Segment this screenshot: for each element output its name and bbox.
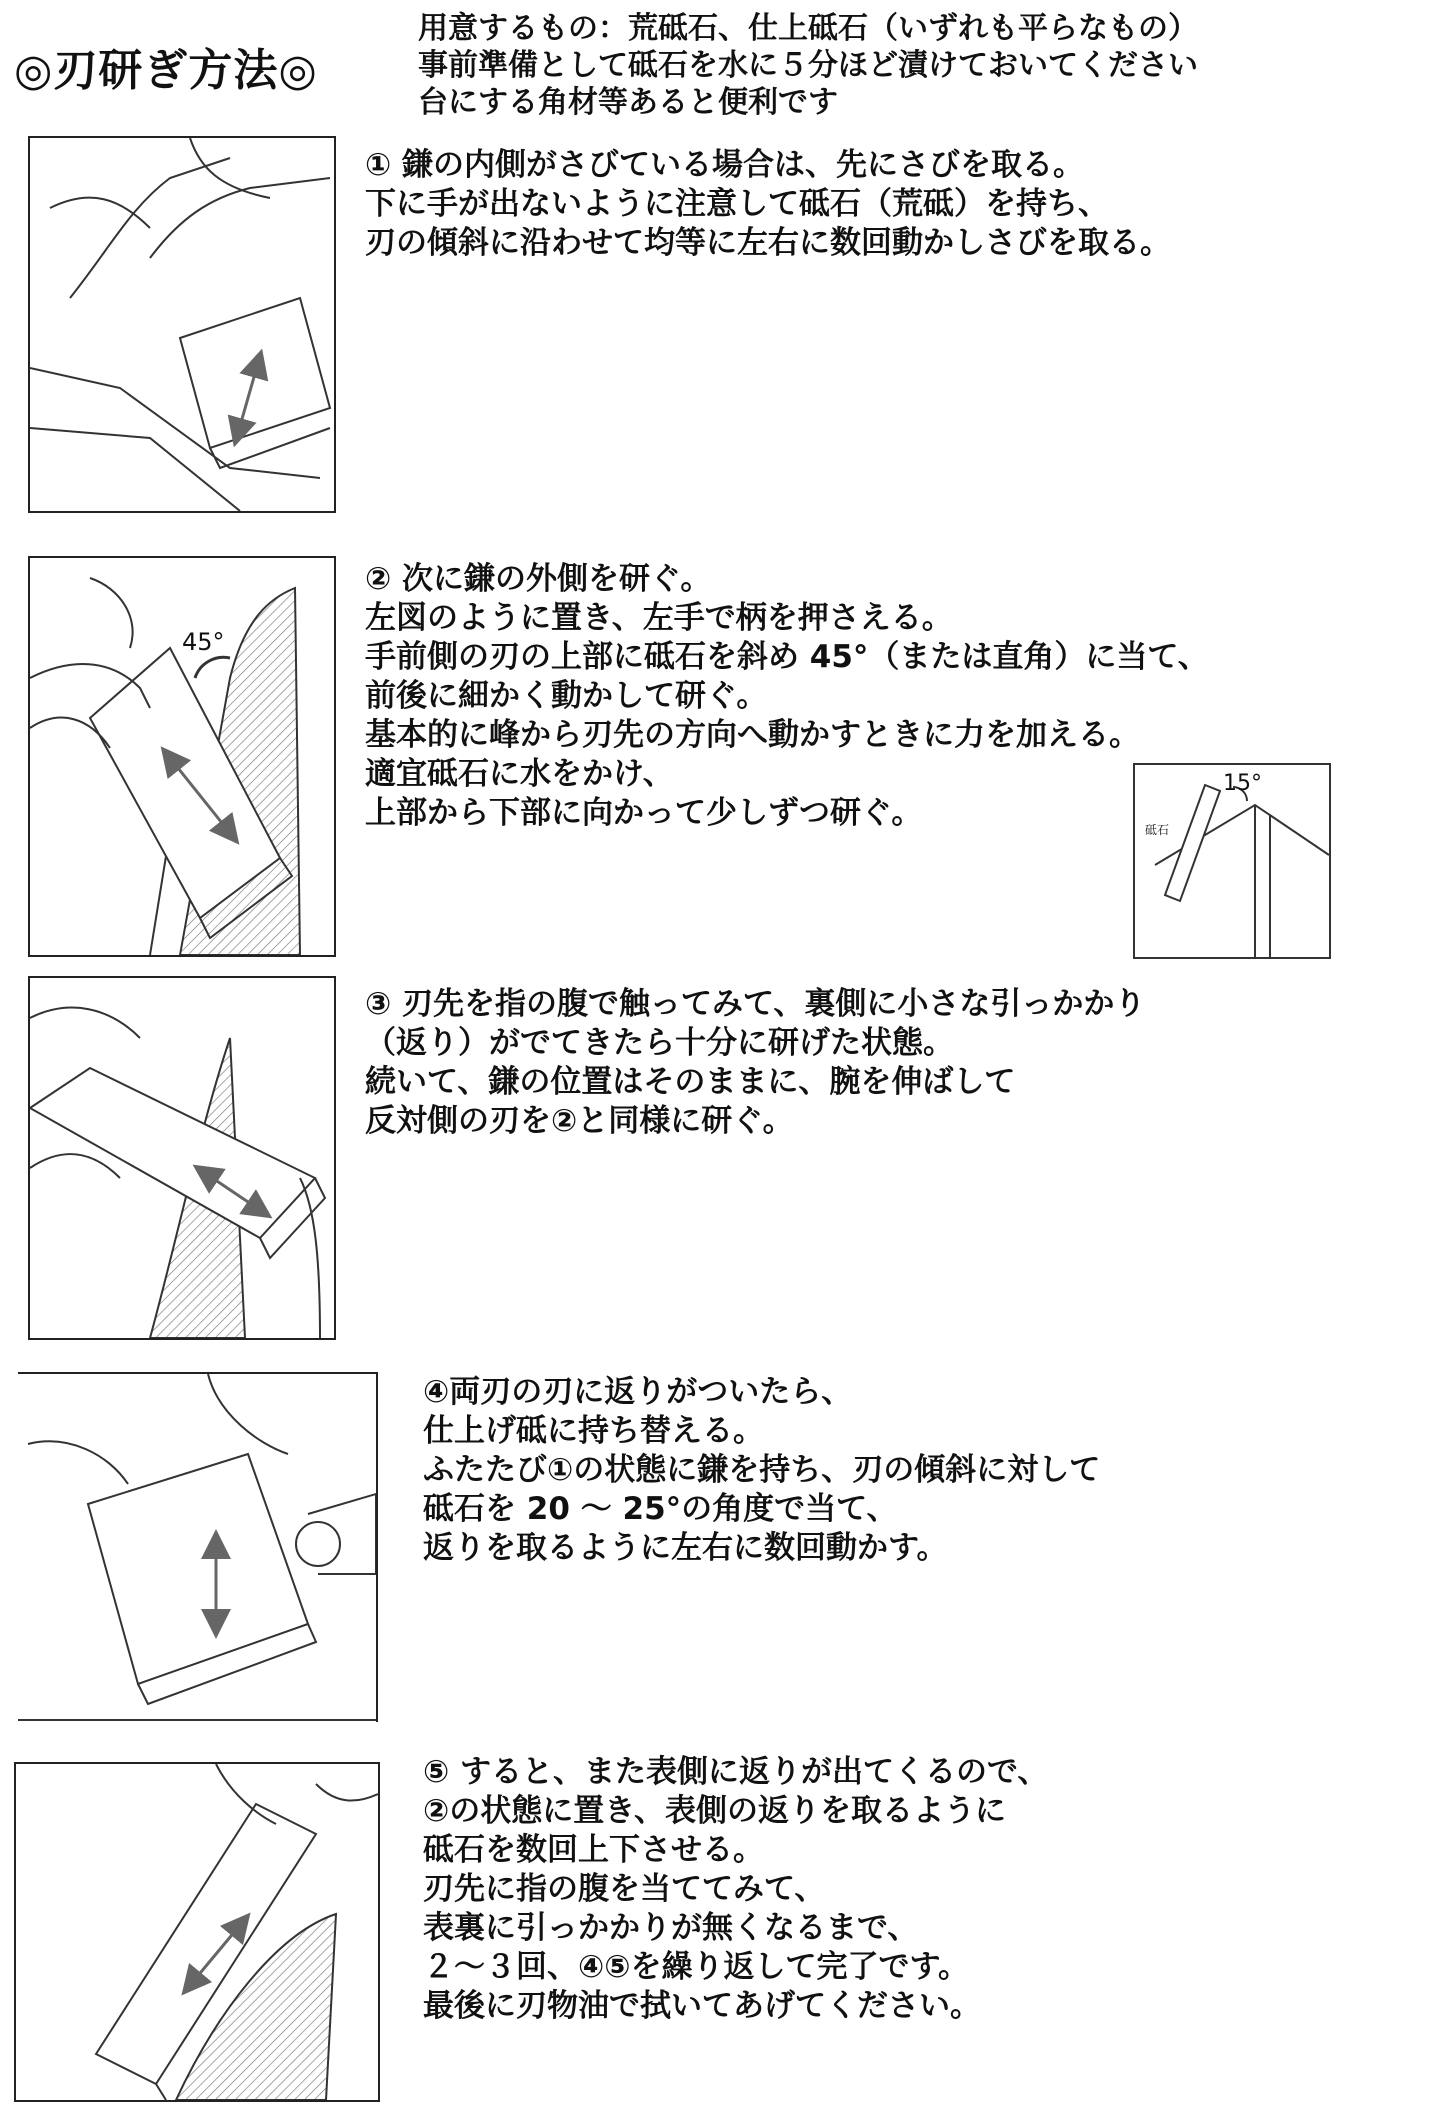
- angle-45-label: 45°: [182, 628, 225, 656]
- step-line: ① 鎌の内側がさびている場合は、先にさびを取る。: [365, 147, 1085, 183]
- step-line: ふたたび①の状態に鎌を持ち、刃の傾斜に対して: [423, 1452, 1101, 1488]
- step-line: 砥石を数回上下させる。: [423, 1832, 764, 1868]
- step4-illustration: [18, 1372, 378, 1722]
- step5-text: [423, 1753, 1048, 2026]
- step3-text: [365, 985, 1145, 1141]
- step-line: 表裏に引っかかりが無くなるまで、: [423, 1910, 919, 1946]
- step-line: ２～３回、④⑤を繰り返して完了です。: [423, 1949, 970, 1985]
- step1-text: [365, 146, 1171, 263]
- step-line: （返り）がでてきたら十分に研げた状態。: [365, 1025, 954, 1061]
- step2-illustration: [28, 556, 336, 957]
- step-line: 仕上げ砥に持ち替える。: [423, 1413, 764, 1449]
- preparation-line: 台にする角材等あると便利です: [418, 85, 838, 120]
- step-line: 下に手が出ないように注意して砥石（荒砥）を持ち、: [365, 186, 1109, 222]
- sickle-reverse-sharpening-drawing: [30, 978, 334, 1338]
- preparation-notes: [418, 10, 1198, 121]
- step5-illustration: [14, 1762, 380, 2102]
- step-line: 左図のように置き、左手で柄を押さえる。: [365, 600, 953, 636]
- step-line: 前後に細かく動かして研ぐ。: [365, 678, 768, 714]
- whetstone-label: 砥石: [1145, 823, 1170, 837]
- step3-illustration: [28, 976, 336, 1340]
- page-title: ◎刃研ぎ方法◎: [14, 45, 318, 96]
- finishing-stone-drawing: [18, 1374, 376, 1722]
- step-line: ② 次に鎌の外側を研ぐ。: [365, 561, 712, 597]
- preparation-line: 用意するもの：荒砥石、仕上砥石（いずれも平らなもの）: [418, 11, 1198, 46]
- finishing-outer-drawing: [16, 1764, 378, 2100]
- sickle-outer-sharpening-drawing: [30, 558, 334, 955]
- step-line: 上部から下部に向かって少しずつ研ぐ。: [365, 795, 923, 831]
- step-line: 最後に刃物油で拭いてあげてください。: [423, 1988, 981, 2024]
- step-line: ②の状態に置き、表側の返りを取るように: [423, 1793, 1007, 1829]
- step-line: 刃の傾斜に沿わせて均等に左右に数回動かしさびを取る。: [365, 225, 1171, 261]
- step-line: 砥石を 20 ～ 25°の角度で当て、: [423, 1491, 898, 1527]
- step1-illustration: [28, 136, 336, 513]
- step-line: ③ 刃先を指の腹で触ってみて、裏側に小さな引っかかり: [365, 986, 1146, 1022]
- step-line: 続いて、鎌の位置はそのままに、腕を伸ばして: [365, 1064, 1016, 1100]
- step-line: ④両刃の刃に返りがついたら、: [423, 1374, 853, 1410]
- step2-text: [365, 560, 1209, 833]
- step-line: 手前側の刃の上部に砥石を斜め 45°（または直角）に当て、: [365, 639, 1209, 675]
- step-line: 反対側の刃を②と同様に研ぐ。: [365, 1103, 794, 1139]
- step-line: ⑤ すると、また表側に返りが出てくるので、: [423, 1754, 1049, 1790]
- angle-15-label: 15°: [1223, 771, 1262, 796]
- angle-inset-diagram: [1133, 763, 1331, 959]
- step-line: 適宜砥石に水をかけ、: [365, 756, 674, 792]
- step-line: 基本的に峰から刃先の方向へ動かすときに力を加える。: [365, 717, 1140, 753]
- preparation-line: 事前準備として砥石を水に５分ほど漬けておいてください: [418, 48, 1198, 83]
- sickle-inner-sharpening-drawing: [30, 138, 334, 511]
- step4-text: [423, 1373, 1100, 1568]
- step-line: 刃先に指の腹を当ててみて、: [423, 1871, 826, 1907]
- step-line: 返りを取るように左右に数回動かす。: [423, 1530, 948, 1566]
